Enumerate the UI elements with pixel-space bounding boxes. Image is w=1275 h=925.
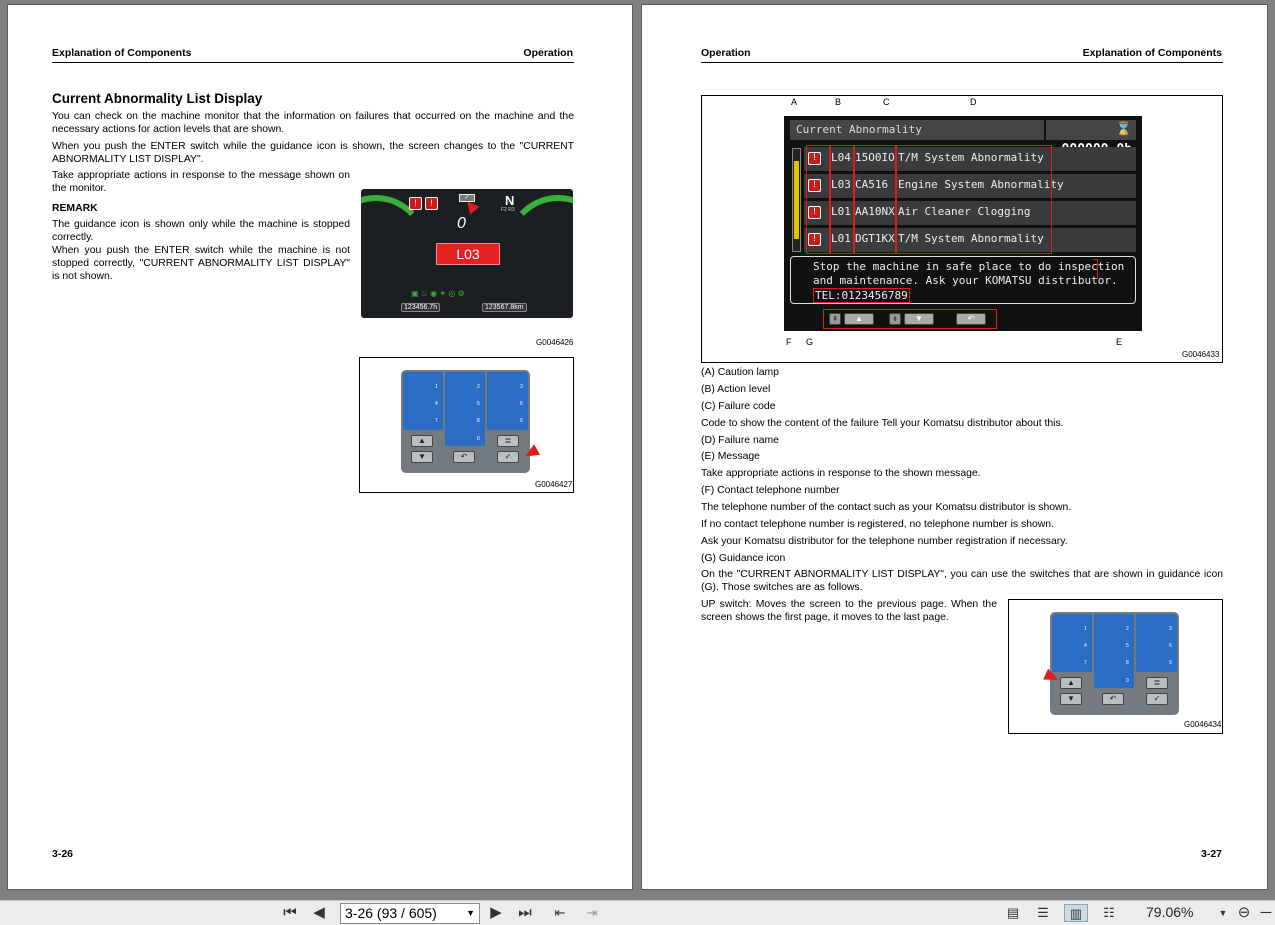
keypad-figure bbox=[1008, 599, 1223, 734]
highlight-failure-name bbox=[896, 145, 1052, 254]
legend-item: (G) Guidance icon bbox=[701, 553, 786, 564]
remark-text: When you push the ENTER switch while the machine is not stopped correctly, "CURRENT ABNORMALITY LIST DISPLAY" is not shown. bbox=[52, 245, 350, 282]
zoom-out-icon[interactable]: ⊖ bbox=[1237, 904, 1251, 921]
air-cleaner-icon: ! bbox=[808, 206, 821, 219]
caution-lamp-icon: ! bbox=[808, 179, 821, 192]
scrollbar bbox=[792, 148, 801, 252]
two-page-icon[interactable]: ▥ bbox=[1064, 904, 1088, 922]
page-header-left: Operation bbox=[701, 47, 751, 59]
paragraph: You can check on the machine monitor that the information on failures that occurred on the machine and the necessary actions for action levels that are shown. bbox=[52, 111, 574, 135]
gear-indicator: N bbox=[505, 193, 515, 208]
message-box: Stop the machine in safe place to do inspection and maintenance. Ask your KOMATSU distributor. TEL:0123456789 bbox=[790, 256, 1136, 304]
down-switch-icon: ▼ bbox=[411, 451, 433, 463]
page-header-left: Explanation of Components bbox=[52, 47, 192, 59]
legend-item: (A) Caution lamp bbox=[701, 367, 779, 378]
machine-monitor-figure bbox=[361, 189, 573, 318]
caution-lamp-icon: ! bbox=[808, 233, 821, 246]
remark-title: REMARK bbox=[52, 203, 98, 214]
continuous-page-icon[interactable]: ☰ bbox=[1037, 905, 1049, 920]
chevron-down-icon[interactable]: ▼ bbox=[466, 908, 475, 918]
page-number: 3-27 bbox=[1200, 848, 1222, 860]
highlight-failure-code bbox=[854, 145, 896, 254]
next-page-icon[interactable]: ▶ bbox=[490, 904, 502, 921]
zoom-slider[interactable]: ─ bbox=[1260, 904, 1272, 921]
legend-item: (F) Contact telephone number bbox=[701, 485, 840, 496]
enter-switch-icon: ✓ bbox=[497, 451, 519, 463]
go-back-view-icon[interactable]: ⇤ bbox=[554, 905, 566, 920]
highlight-action-level bbox=[830, 145, 854, 254]
figure-code: G0046434 bbox=[1184, 720, 1222, 729]
zoom-dropdown-icon[interactable]: ▼ bbox=[1218, 908, 1228, 918]
header-rule bbox=[701, 62, 1223, 63]
switch-panel: 1 2 3 4 5 6 7 8 9 0 ▲ ▼ ↶ ≣ ✓ bbox=[401, 370, 530, 473]
table-row: ! L03 CA516 Engine System Abnormality bbox=[804, 174, 1136, 198]
caution-lamp-icon: ! bbox=[808, 152, 821, 165]
monitor-screen bbox=[784, 116, 1142, 331]
zoom-level[interactable]: 79.06% bbox=[1146, 904, 1194, 920]
hourglass-icon: ⌛ bbox=[1115, 122, 1132, 137]
indicator-icons: ▣ ♨ ◉ ✶ ◎ ⚙ bbox=[411, 289, 465, 298]
figure-code: G0046433 bbox=[1182, 350, 1220, 359]
return-icon: ↶ bbox=[956, 313, 986, 325]
legend-text: If no contact telephone number is registered, no telephone number is shown. bbox=[701, 519, 1054, 530]
go-forward-view-icon[interactable]: ⇥ bbox=[586, 905, 598, 920]
header-rule bbox=[52, 62, 574, 63]
caution-lamp-icon: ! bbox=[409, 197, 422, 210]
legend-text: Code to show the content of the failure Tell your Komatsu distributor about this. bbox=[701, 418, 1064, 429]
two-page-continuous-icon[interactable]: ☷ bbox=[1103, 905, 1115, 920]
page-up-icon: ⇞ bbox=[829, 313, 841, 325]
figure-code: G0046427 bbox=[535, 480, 573, 489]
paragraph: Take appropriate actions in response to the message shown on the monitor. bbox=[52, 170, 350, 194]
left-page bbox=[7, 4, 633, 890]
screen-title: Current Abnormality bbox=[790, 120, 1044, 140]
page-header-right: Operation bbox=[523, 47, 573, 59]
menu-switch-icon: ≣ bbox=[1146, 677, 1168, 689]
page-down-icon: ⇟ bbox=[889, 313, 901, 325]
page-header-right: Explanation of Components bbox=[1082, 47, 1222, 59]
gear-sub: F2 R3 bbox=[501, 207, 515, 213]
switch-panel: 1 2 3 4 5 6 7 8 9 0 ▲ ▼ ↶ ≣ ✓ bbox=[1050, 612, 1179, 715]
return-switch-icon: ↶ bbox=[453, 451, 475, 463]
right-page bbox=[641, 4, 1268, 890]
figure-code: G0046426 bbox=[536, 338, 574, 347]
legend-text: The telephone number of the contact such as your Komatsu distributor is shown. bbox=[701, 502, 1072, 513]
hour-meter: 123456.7h bbox=[401, 303, 440, 312]
down-arrow-icon: ▼ bbox=[904, 313, 934, 325]
guidance-text: On the "CURRENT ABNORMALITY LIST DISPLAY", you can use the switches that are shown in guidance icon (G). Those switches are as follows. bbox=[701, 569, 1223, 593]
table-row: ! L04 15O0IO T/M System Abnormality bbox=[804, 147, 1136, 171]
enter-switch-icon: ✓ bbox=[1146, 693, 1168, 705]
action-level-alert: L03 bbox=[436, 243, 500, 265]
table-row: ! L01 DGT1KX T/M System Abnormality bbox=[804, 228, 1136, 252]
menu-switch-icon: ≣ bbox=[497, 435, 519, 447]
keypad-figure bbox=[359, 357, 574, 493]
legend-text: Take appropriate actions in response to the shown message. bbox=[701, 468, 981, 479]
abnormality-screen-figure: A B C D Current Abnormality ⌛ ! L04 15O0IO T/M System Abnormality ! L03 CA516 Engine System Abnormality ! L01 AA10NX Air Cleaner Clogging ! L01 DGT1KX T/M System Abnormality Stop the machine in safe place to do inspection and maintenance. Ask your KOMATSU distributor. TEL:0123456789 ⇞ ▲ ⇟ ▼ ↶ F G E G0046433 bbox=[701, 95, 1223, 363]
up-arrow-icon: ▲ bbox=[844, 313, 874, 325]
legend-item: (C) Failure code bbox=[701, 401, 776, 412]
remark-text: The guidance icon is shown only while the machine is stopped correctly. bbox=[52, 219, 350, 243]
guidance-icon: ✓ bbox=[459, 194, 475, 202]
caution-lamp-icon: ! bbox=[425, 197, 438, 210]
odometer: 123567.8km bbox=[482, 303, 527, 312]
legend-item: (D) Failure name bbox=[701, 435, 779, 446]
guidance-icon-bar bbox=[823, 309, 997, 329]
legend-item: (B) Action level bbox=[701, 384, 771, 395]
first-page-icon[interactable]: ⏮ bbox=[283, 904, 297, 921]
hour-meter bbox=[1046, 120, 1136, 140]
pdf-navigation-toolbar bbox=[0, 900, 1275, 925]
page-number: 3-26 bbox=[52, 848, 74, 860]
up-switch-text: UP switch: Moves the screen to the previous page. When the screen shows the first page, it moves to the last page. bbox=[701, 599, 997, 623]
paragraph: When you push the ENTER switch while the guidance icon is shown, the screen changes to the "CURRENT ABNORMALITY LIST DISPLAY". bbox=[52, 141, 574, 165]
single-page-icon[interactable]: ▤ bbox=[1006, 905, 1020, 920]
up-switch-icon: ▲ bbox=[411, 435, 433, 447]
legend-item: (E) Message bbox=[701, 451, 760, 462]
highlight-caution-lamp bbox=[806, 145, 830, 254]
section-title: Current Abnormality List Display bbox=[52, 91, 263, 106]
last-page-icon[interactable]: ⏭ bbox=[518, 904, 532, 921]
return-switch-icon: ↶ bbox=[1102, 693, 1124, 705]
speed-display: 0 bbox=[457, 215, 466, 232]
contact-telephone: TEL:0123456789 bbox=[815, 289, 908, 302]
page-number-field[interactable]: 3-26 (93 / 605) ▼ bbox=[340, 903, 480, 924]
table-row: ! L01 AA10NX Air Cleaner Clogging bbox=[804, 201, 1136, 225]
up-switch-icon: ▲ bbox=[1060, 677, 1082, 689]
legend-text: Ask your Komatsu distributor for the telephone number registration if necessary. bbox=[701, 536, 1068, 547]
prev-page-icon[interactable]: ◀ bbox=[313, 904, 325, 921]
down-switch-icon: ▼ bbox=[1060, 693, 1082, 705]
